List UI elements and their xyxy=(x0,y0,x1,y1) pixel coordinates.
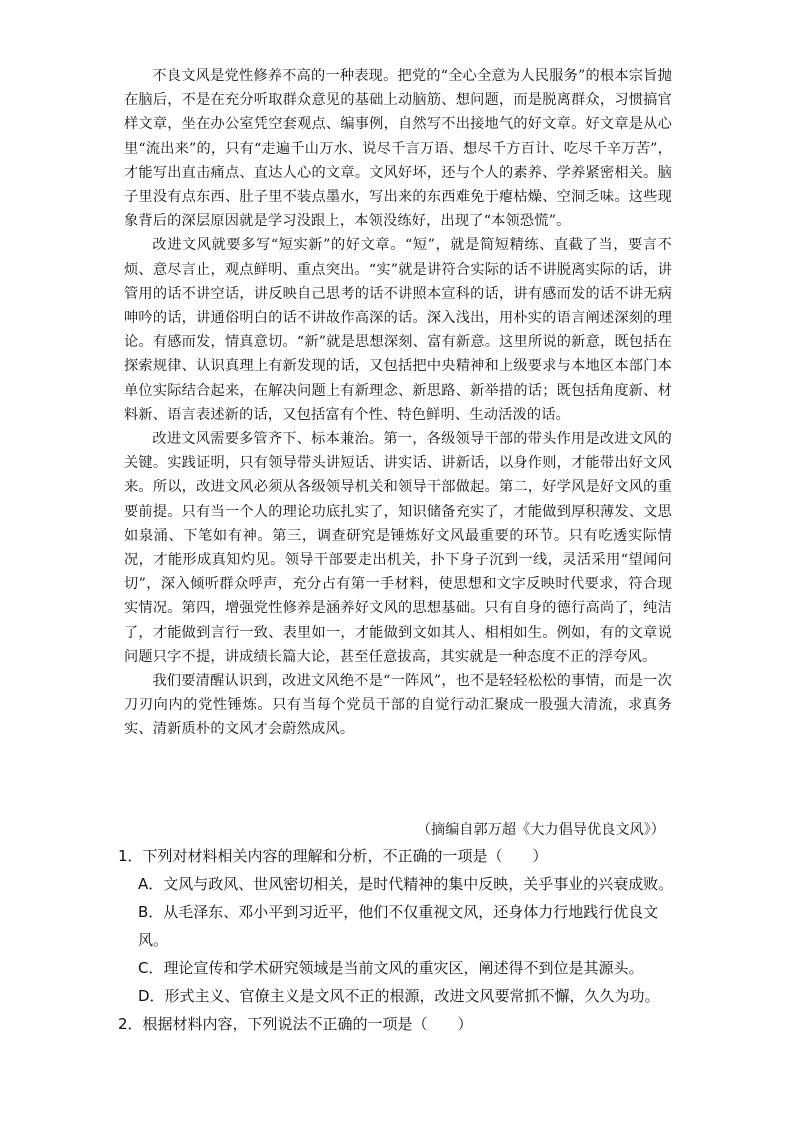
question-stem: 2．根据材料内容，下列说法不正确的一项是（ ） xyxy=(118,1015,473,1033)
article-paragraph: 不良文风是党性修养不高的一种表现。把党的“全心全意为人民服务”的根本宗旨抛在脑后，不是在充分听取群众意见的基础上动脑筋、想问题，而是脱离群众，习惯搞官样文章，坐在办公室凭空套观点、编事例，自然写不出接地气的好文章。好文章是从心里“流出来”的，只有“走遍千山万水、说尽千言万语、想尽千方百计、吃尽千辛万苦”，才能写出直击痛点、直达人心的文章。文风好坏，还与个人的素养、学养紧密相关。脑子里没有点东西、肚子里不装点墨水，写出来的东西难免于瘪枯燥、空洞乏味。这些现象背后的深层原因就是学习没跟上，本领没练好，出现了“本领恐慌”。 xyxy=(124,68,672,230)
article-body xyxy=(124,64,672,742)
article-paragraph: 我们要清醒认识到，改进文风绝不是“一阵风”，也不是轻轻松松的事情，而是一次刀刃向内的党性锤炼。只有当每个党员干部的自觉行动汇聚成一股强大清流，求真务实、清新质朴的文风才会蔚然成风。 xyxy=(124,673,672,738)
question-option-c: C．理论宣传和学术研究领域是当前文风的重灾区，阐述得不到位是其源头。 xyxy=(138,959,644,977)
article-source: （摘编自郭万超《大力倡导优良文风》） xyxy=(416,822,665,838)
question-option-a: A．文风与政风、世风密切相关，是时代精神的集中反映，关乎事业的兴衰成败。 xyxy=(138,875,674,893)
article-paragraph: 改进文风就要多写“短实新”的好文章。“短”，就是简短精练、直截了当，要言不烦、意尽言止，观点鲜明、重点突出。“实”就是讲符合实际的话不讲脱离实际的话，讲管用的话不讲空话，讲反映自己思考的话不讲照本宣科的话，讲有感而发的话不讲无病呻吟的话，讲通俗明白的话不讲故作高深的话。深入浅出，用朴实的语言阐述深刻的理论。有感而发，情真意切。“新”就是思想深刻、富有新意。这里所说的新意，既包括在探索规律、认识真理上有新发现的话，又包括把中央精神和上级要求与本地区本部门本单位实际结合起来，在解决问题上有新理念、新思路、新举措的话；既包括角度新、材料新、语言表述新的话，又包括富有个性、特色鲜明、生动活泼的话。 xyxy=(124,237,672,423)
question-option-d: D．形式主义、官僚主义是文风不正的根源，改进文风要常抓不懈，久久为功。 xyxy=(138,987,660,1005)
article-paragraph: 改进文风需要多管齐下、标本兼治。第一，各级领导干部的带头作用是改进文风的关键。实践证明，只有领导带头讲短话、讲实话、讲新话，以身作则，才能带出好文风来。所以，改进文风必须从各级领导机关和领导干部做起。第二，好学风是好文风的重要前提。只有当一个人的理论功底扎实了，知识储备充实了，才能做到厚积薄发、文思如泉涌、下笔如有神。第三，调查研究是锤炼好文风最重要的环节。只有吃透实际情况，才能形成真知灼见。领导干部要走出机关，扑下身子沉到一线，灵活采用“望闻问切”，深入倾听群众呼声，充分占有第一手材料，使思想和文字反映时代要求，符合现实情况。第四，增强党性修养是涵养好文风的思想基础。只有自身的德行高尚了，纯洁了，才能做到言行一致、表里如一，才能做到文如其人、相相如生。例如，有的文章说问题只字不提，讲成绩长篇大论，甚至任意拔高，其实就是一种态度不正的浮夸风。 xyxy=(124,431,672,665)
question-stem: 1．下列对材料相关内容的理解和分析，不正确的一项是（ ） xyxy=(118,847,548,865)
questions-section xyxy=(118,842,688,1038)
question-option-b: B．从毛泽东、邓小平到习近平，他们不仅重视文风，还身体力行地践行优良文风。 xyxy=(138,903,659,949)
